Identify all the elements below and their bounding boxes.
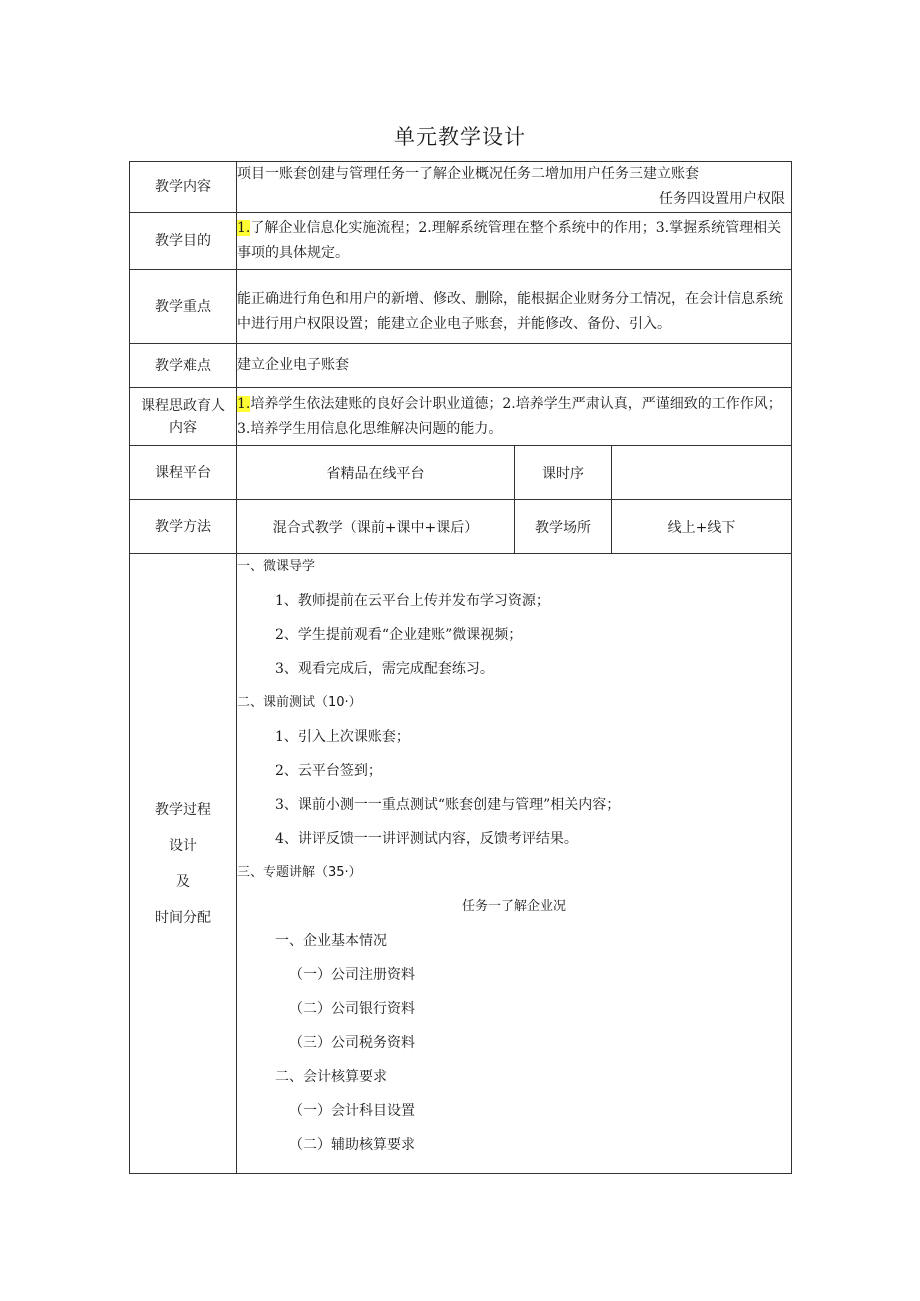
row-course-platform <box>130 446 792 500</box>
list-item: 1、教师提前在云平台上传并发布学习资源； <box>275 592 550 609</box>
label-teaching-focus: 教学重点 <box>130 270 237 344</box>
teaching-content-line2: 任务四设置用户权限 <box>659 191 786 207</box>
value-lesson-sequence <box>612 446 792 500</box>
label-teaching-process <box>130 554 237 1174</box>
task-title: 任务一了解企业况 <box>462 898 567 914</box>
lesson-design-table <box>129 161 792 1174</box>
value-teaching-content <box>237 162 792 213</box>
row-teaching-method <box>130 500 792 554</box>
list-item: 3、观看完成后，需完成配套练习。 <box>275 660 494 677</box>
section-heading: 二、课前测试（10·） <box>237 694 362 710</box>
label-teaching-goal: 教学目的 <box>130 213 237 270</box>
value-teaching-method: 混合式教学（课前+课中+课后） <box>237 500 515 554</box>
teaching-goal-text: 了解企业信息化实施流程；2.理解系统管理在整个系统中的作用；3.掌握系统管理相关事项的具体规定。 <box>237 220 782 261</box>
outline-item: （一）会计科目设置 <box>289 1102 415 1119</box>
label-course-platform: 课程平台 <box>130 446 237 500</box>
label-ideology <box>130 388 237 446</box>
value-teaching-venue: 线上+线下 <box>612 500 792 554</box>
teaching-content-line1: 项目一账套创建与管理任务一了解企业概况任务二增加用户任务三建立账套 <box>237 166 699 182</box>
row-teaching-difficulty <box>130 344 792 388</box>
list-item: 4、讲评反馈一一讲评测试内容，反馈考评结果。 <box>275 830 578 847</box>
list-item: 2、云平台签到； <box>275 762 382 779</box>
highlight-marker: 1. <box>237 395 251 412</box>
outline-item: 一、企业基本情况 <box>275 932 387 949</box>
page-title: 单元教学设计 <box>394 125 526 149</box>
value-course-platform: 省精品在线平台 <box>237 446 515 500</box>
label-teaching-content: 教学内容 <box>130 162 237 213</box>
label-ideology-line2: 内容 <box>169 419 197 436</box>
outline-item: （二）公司银行资料 <box>289 1000 415 1017</box>
ideology-text: 培养学生依法建账的良好会计职业道德；2.培养学生严肃认真，严谨细致的工作作风；3.培养学生用信息化思维解决问题的能力。 <box>237 395 782 437</box>
list-item: 1、引入上次课账套； <box>275 728 410 745</box>
label-teaching-venue: 教学场所 <box>515 500 612 554</box>
section-heading: 一、微课导学 <box>237 558 316 574</box>
outline-item: （一）公司注册资料 <box>289 966 415 983</box>
process-label-line: 教学过程 <box>155 801 211 818</box>
row-teaching-content <box>130 162 792 213</box>
value-teaching-focus: 能正确进行角色和用户的新增、修改、删除，能根据企业财务分工情况，在会计信息系统中进行用户权限设置；能建立企业电子账套，并能修改、备份、引入。 <box>237 270 792 344</box>
value-teaching-goal <box>237 213 792 270</box>
label-lesson-sequence: 课时序 <box>515 446 612 500</box>
label-ideology-line1: 课程思政育人 <box>141 397 225 414</box>
process-label-line: 时间分配 <box>155 909 211 926</box>
value-teaching-process <box>237 554 792 1174</box>
section-heading: 三、专题讲解（35·） <box>237 864 362 880</box>
list-item: 2、学生提前观看“企业建账”微课视频； <box>275 626 523 643</box>
label-teaching-method: 教学方法 <box>130 500 237 554</box>
row-ideology <box>130 388 792 446</box>
value-teaching-difficulty: 建立企业电子账套 <box>237 344 792 388</box>
process-label-line: 设计 <box>169 837 197 854</box>
label-teaching-difficulty: 教学难点 <box>130 344 237 388</box>
row-teaching-goal <box>130 213 792 270</box>
outline-item: （三）公司税务资料 <box>289 1034 415 1051</box>
row-teaching-focus <box>130 270 792 344</box>
outline-item: 二、会计核算要求 <box>275 1068 387 1085</box>
row-teaching-process <box>130 554 792 1174</box>
list-item: 3、课前小测一一重点测试“账套创建与管理”相关内容； <box>275 796 621 813</box>
value-ideology <box>237 388 792 446</box>
outline-item: （二）辅助核算要求 <box>289 1136 415 1153</box>
highlight-marker: 1. <box>237 220 251 236</box>
process-label-line: 及 <box>176 873 190 890</box>
